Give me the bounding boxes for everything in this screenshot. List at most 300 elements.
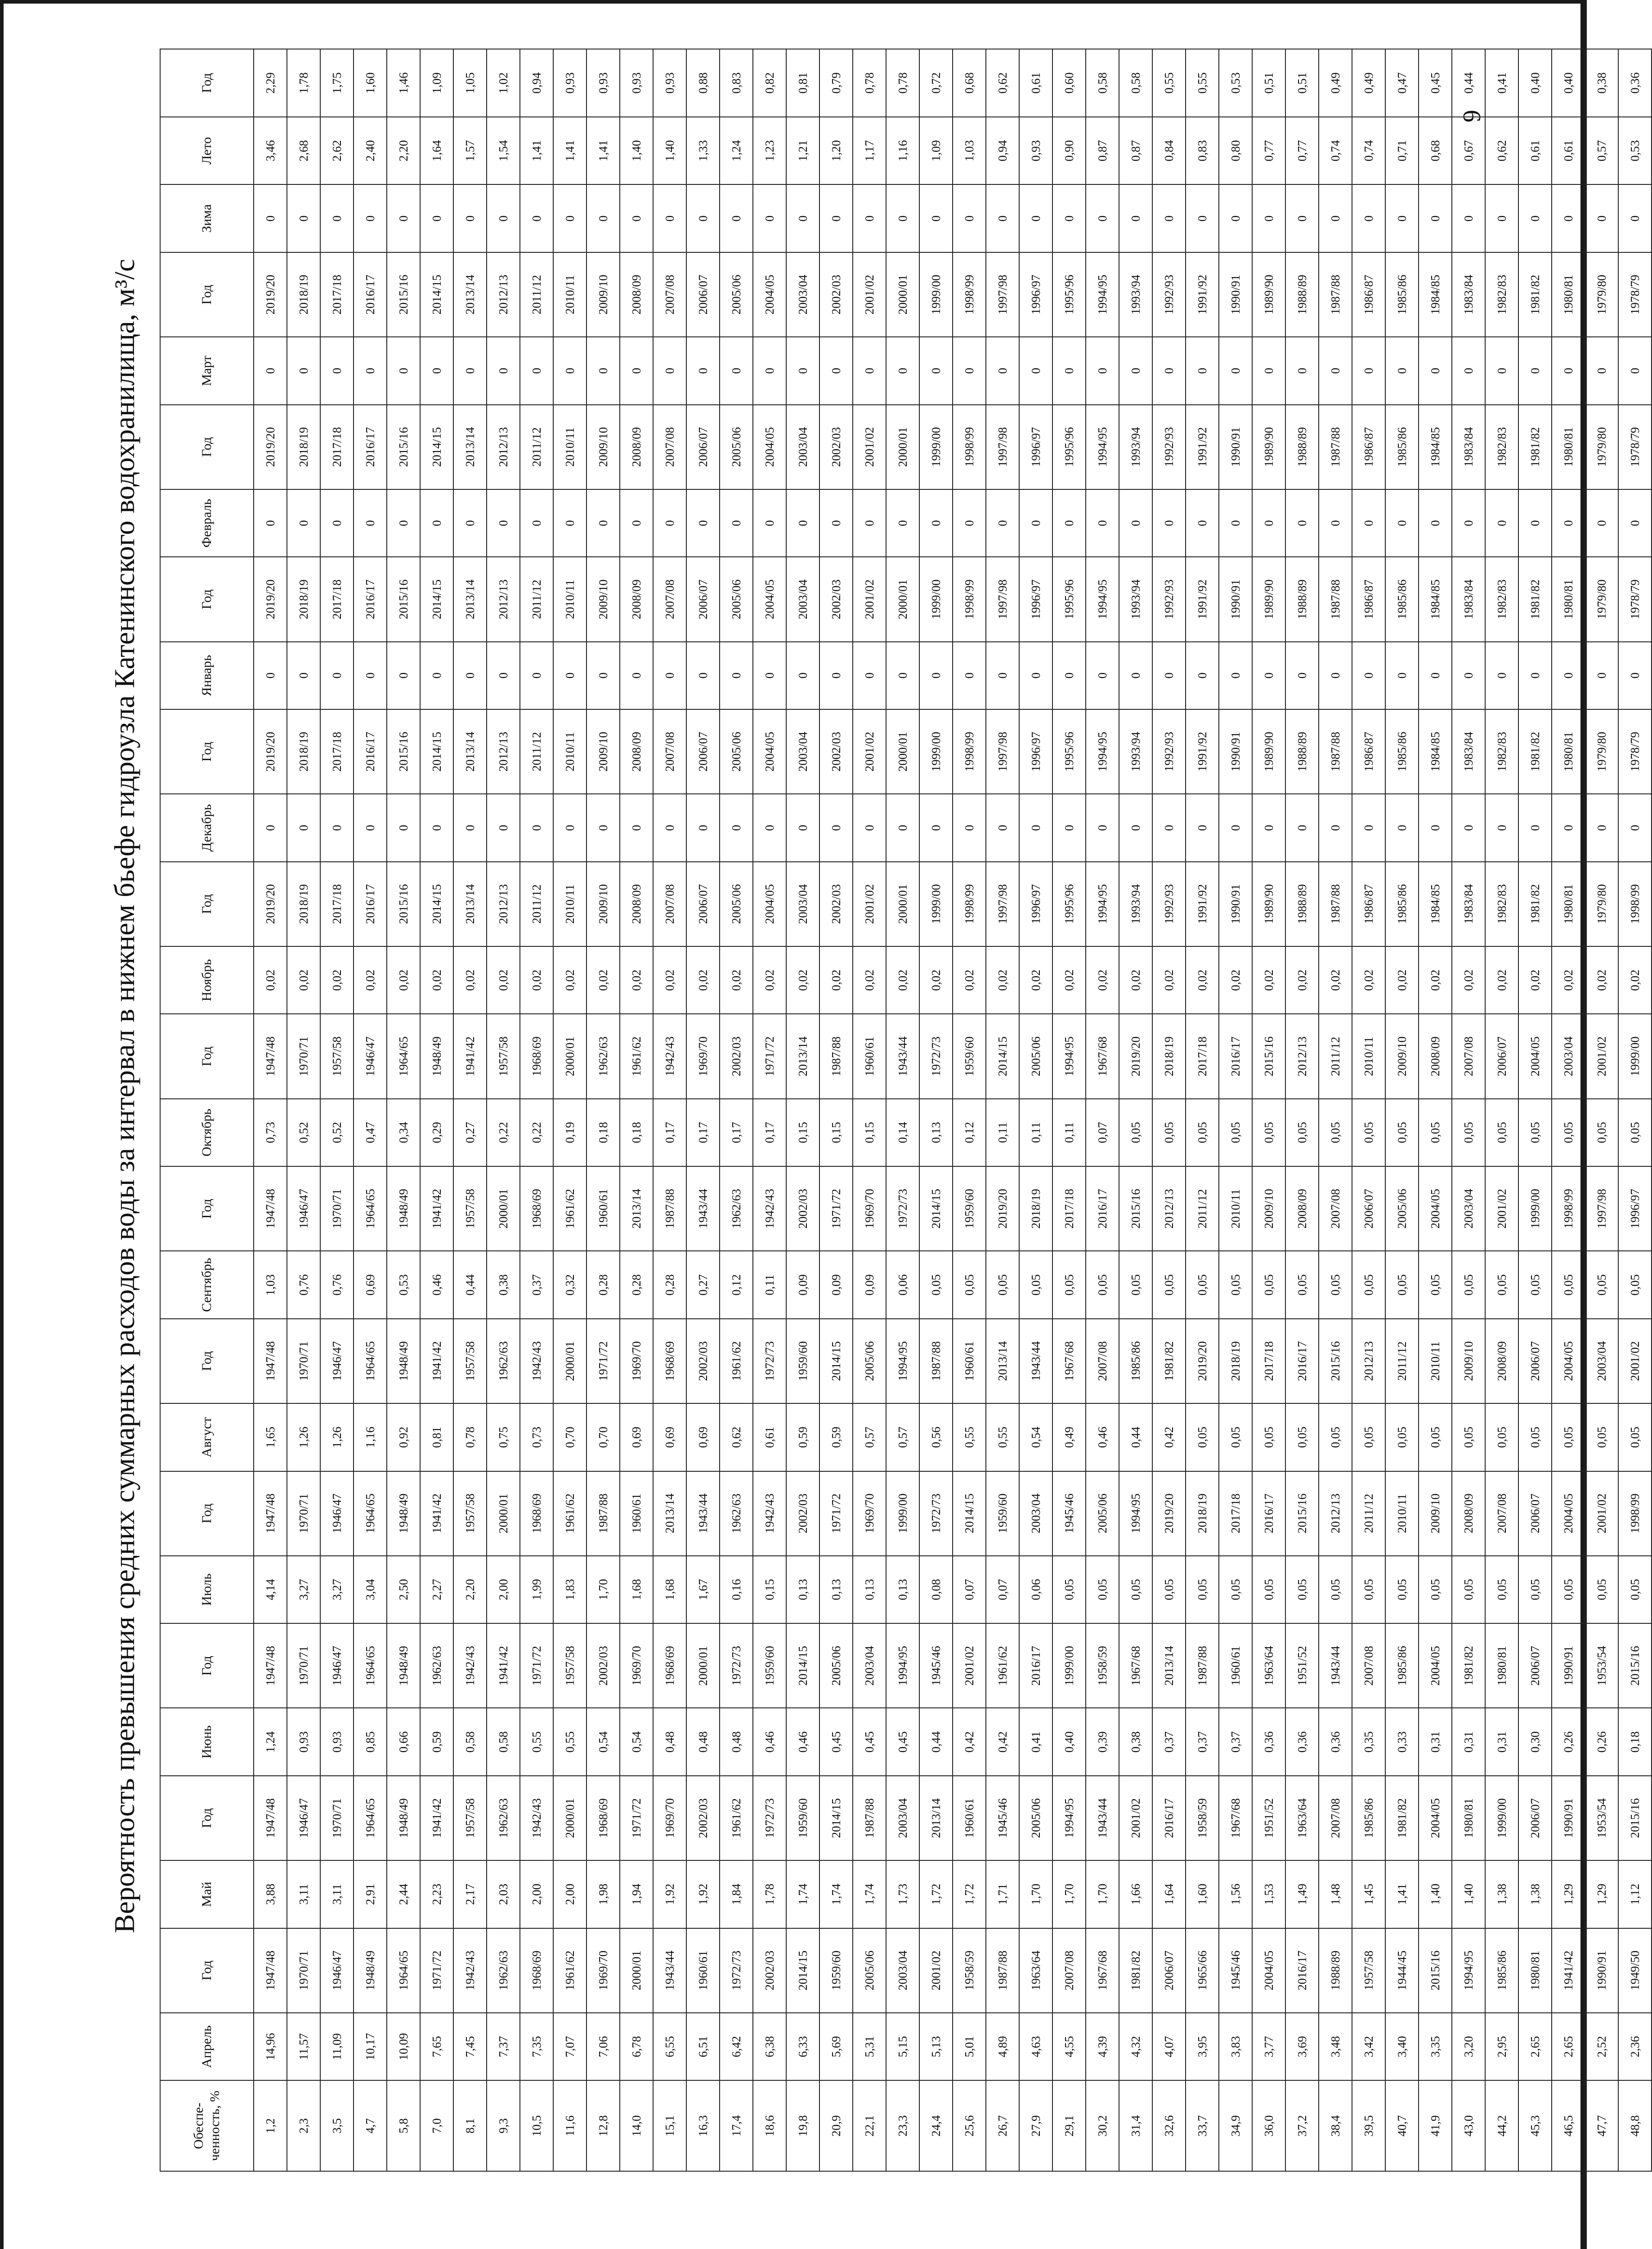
table-cell: 3,95 — [1186, 2013, 1219, 2081]
table-cell: 0 — [320, 184, 354, 252]
table-cell: 2,91 — [354, 1860, 387, 1928]
table-cell: 1970/71 — [287, 1319, 320, 1403]
table-cell: 3,27 — [320, 1556, 354, 1624]
table-cell: 1999/00 — [919, 709, 953, 794]
table-cell: 1,75 — [320, 49, 354, 117]
table-cell: 0,05 — [1152, 1099, 1186, 1167]
table-cell: 2009/10 — [1252, 1166, 1285, 1251]
table-title — [108, 259, 141, 1933]
table-cell: 0,05 — [1485, 1403, 1518, 1471]
table-cell: 0 — [686, 642, 720, 710]
table-cell: 0,46 — [420, 1251, 453, 1319]
table-cell: 0,29 — [420, 1099, 453, 1167]
table-cell: 2000/01 — [487, 1166, 520, 1251]
table-cell: 2003/04 — [786, 557, 819, 641]
table-cell: 0 — [1618, 794, 1652, 862]
table-cell: 1990/91 — [1219, 709, 1252, 794]
probability-cell: 15,1 — [653, 2080, 686, 2171]
table-cell: 0 — [953, 794, 986, 862]
table-cell: 1960/61 — [620, 1471, 653, 1556]
table-cell: 2005/06 — [819, 1623, 853, 1708]
table-cell: 0,11 — [1019, 1099, 1052, 1167]
table-cell: 1,49 — [1285, 1860, 1319, 1928]
table-cell: 2007/08 — [653, 557, 686, 641]
table-cell: 2012/13 — [487, 557, 520, 641]
table-cell: 1,53 — [1252, 1860, 1285, 1928]
table-cell: 1961/62 — [720, 1319, 753, 1403]
table-cell: 0,15 — [786, 1099, 819, 1167]
table-cell: 0 — [953, 642, 986, 710]
table-cell: 2004/05 — [753, 709, 786, 794]
table-cell: 2005/06 — [720, 405, 753, 489]
table-cell: 1999/00 — [919, 405, 953, 489]
table-cell: 2016/17 — [1019, 1623, 1052, 1708]
table-cell: 1957/58 — [453, 1166, 487, 1251]
table-cell: 0 — [1152, 489, 1186, 557]
table-cell: 0 — [553, 794, 586, 862]
table-cell: 2019/20 — [254, 557, 287, 641]
table-cell: 1980/81 — [1552, 252, 1585, 337]
table-cell: 0,26 — [1585, 1708, 1618, 1776]
table-cell: 0 — [1452, 337, 1485, 405]
table-cell: 0 — [753, 337, 786, 405]
table-cell: 3,42 — [1352, 2013, 1385, 2081]
table-cell: 0 — [720, 184, 753, 252]
column-header: Год — [160, 1623, 254, 1708]
table-cell: 0,59 — [819, 1403, 853, 1471]
table-cell: 0 — [1219, 642, 1252, 710]
table-cell: 1981/82 — [1518, 709, 1552, 794]
table-cell: 2006/07 — [1518, 1776, 1552, 1860]
table-cell: 1969/70 — [853, 1471, 886, 1556]
table-cell: 0,28 — [653, 1251, 686, 1319]
table-cell: 1991/92 — [1186, 709, 1219, 794]
table-cell: 1981/82 — [1119, 1928, 1152, 2013]
table-cell: 0,05 — [1618, 1099, 1652, 1167]
table-cell: 0,69 — [354, 1251, 387, 1319]
table-cell: 0,05 — [1585, 1099, 1618, 1167]
table-cell: 2015/16 — [1419, 1928, 1452, 2013]
table-cell: 0,27 — [686, 1251, 720, 1319]
table-cell: 2019/20 — [254, 405, 287, 489]
table-cell: 0,05 — [1552, 1556, 1585, 1624]
table-cell: 1962/63 — [720, 1166, 753, 1251]
table-cell: 1983/84 — [1452, 252, 1485, 337]
table-cell: 2000/01 — [620, 1928, 653, 2013]
table-cell: 0 — [1419, 184, 1452, 252]
table-cell: 1998/99 — [1552, 1166, 1585, 1251]
table-cell: 0,33 — [1385, 1708, 1419, 1776]
table-row — [1518, 49, 1552, 2171]
table-cell: 0 — [1252, 184, 1285, 252]
table-cell: 1967/68 — [1119, 1623, 1152, 1708]
table-cell: 2018/19 — [287, 252, 320, 337]
table-cell: 0 — [1585, 794, 1618, 862]
table-cell: 2003/04 — [886, 1776, 919, 1860]
table-cell: 0 — [487, 794, 520, 862]
table-cell: 0,42 — [986, 1708, 1019, 1776]
table-cell: 0,81 — [786, 49, 819, 117]
table-cell: 0 — [1152, 337, 1186, 405]
table-row — [354, 49, 387, 2171]
table-cell: 0,05 — [986, 1251, 1019, 1319]
table-cell: 1961/62 — [553, 1928, 586, 2013]
table-cell: 0,55 — [986, 1403, 1019, 1471]
table-cell: 1,29 — [1552, 1860, 1585, 1928]
table-cell: 0,32 — [553, 1251, 586, 1319]
table-cell: 1,70 — [1086, 1860, 1119, 1928]
table-cell: 1,40 — [620, 117, 653, 185]
table-cell: 0,57 — [1585, 117, 1618, 185]
table-cell: 2012/13 — [487, 405, 520, 489]
table-cell: 2006/07 — [686, 405, 720, 489]
table-cell: 2005/06 — [1385, 1166, 1419, 1251]
table-cell: 0,02 — [287, 946, 320, 1014]
table-cell: 0 — [1152, 184, 1186, 252]
table-row — [986, 49, 1019, 2171]
table-cell: 7,65 — [420, 2013, 453, 2081]
table-cell: 1941/42 — [420, 1166, 453, 1251]
table-cell: 0 — [1419, 489, 1452, 557]
table-cell: 1999/00 — [1618, 1014, 1652, 1098]
table-cell: 0,36 — [1319, 1708, 1352, 1776]
table-cell: 0,68 — [953, 49, 986, 117]
table-cell: 0,52 — [320, 1099, 354, 1167]
table-cell: 0 — [1052, 184, 1086, 252]
column-header: Год — [160, 862, 254, 946]
table-cell: 0,02 — [1186, 946, 1219, 1014]
table-cell: 2015/16 — [1252, 1014, 1285, 1098]
table-cell: 2,00 — [520, 1860, 553, 1928]
table-cell: 2011/12 — [520, 252, 553, 337]
table-cell: 1993/94 — [1119, 557, 1152, 641]
table-cell: 0,05 — [1219, 1251, 1252, 1319]
table-cell: 0,02 — [254, 946, 287, 1014]
table-cell: 1981/82 — [1518, 405, 1552, 489]
table-cell: 2011/12 — [520, 709, 553, 794]
table-cell: 1946/47 — [287, 1776, 320, 1860]
table-cell: 0 — [1385, 489, 1419, 557]
table-cell: 1,84 — [720, 1860, 753, 1928]
table-cell: 1,38 — [1518, 1860, 1552, 1928]
table-cell: 0 — [487, 642, 520, 710]
table-cell: 1,83 — [553, 1556, 586, 1624]
table-cell: 1945/46 — [986, 1776, 1019, 1860]
table-cell: 2006/07 — [686, 862, 720, 946]
table-cell: 0,05 — [1352, 1556, 1385, 1624]
table-cell: 1962/63 — [586, 1014, 620, 1098]
table-cell: 2004/05 — [753, 862, 786, 946]
table-cell: 1953/54 — [1585, 1776, 1618, 1860]
table-cell: 0 — [953, 337, 986, 405]
table-cell: 0,51 — [1285, 49, 1319, 117]
table-cell: 0,19 — [553, 1099, 586, 1167]
table-cell: 0,31 — [1485, 1708, 1518, 1776]
table-cell: 0,93 — [287, 1708, 320, 1776]
table-row — [1052, 49, 1086, 2171]
table-cell: 2016/17 — [1152, 1776, 1186, 1860]
table-cell: 1989/90 — [1252, 709, 1285, 794]
table-cell: 2,36 — [1618, 2013, 1652, 2081]
table-cell: 2007/08 — [1052, 1928, 1086, 2013]
table-cell: 2003/04 — [786, 252, 819, 337]
table-cell: 1992/93 — [1152, 862, 1186, 946]
table-cell: 1,09 — [420, 49, 453, 117]
table-cell: 2008/09 — [1485, 1319, 1518, 1403]
table-cell: 0,42 — [953, 1708, 986, 1776]
table-cell: 0,05 — [1385, 1099, 1419, 1167]
table-cell: 1959/60 — [986, 1471, 1019, 1556]
table-cell: 1980/81 — [1552, 557, 1585, 641]
table-cell: 0,05 — [1618, 1251, 1652, 1319]
table-cell: 2004/05 — [753, 405, 786, 489]
table-cell: 1945/46 — [1219, 1928, 1252, 2013]
table-cell: 1943/44 — [1019, 1319, 1052, 1403]
table-cell: 1944/45 — [1385, 1928, 1419, 2013]
table-cell: 0 — [453, 489, 487, 557]
table-cell: 2019/20 — [1186, 1319, 1219, 1403]
table-cell: 1987/88 — [653, 1166, 686, 1251]
table-cell: 1947/48 — [254, 1471, 287, 1556]
table-cell: 0,18 — [586, 1099, 620, 1167]
table-cell: 0 — [1186, 794, 1219, 862]
table-cell: 0,45 — [1419, 49, 1452, 117]
table-cell: 0,05 — [1252, 1556, 1285, 1624]
table-cell: 0 — [354, 794, 387, 862]
table-cell: 2004/05 — [1518, 1014, 1552, 1098]
table-cell: 11,57 — [287, 2013, 320, 2081]
table-cell: 1947/48 — [254, 1166, 287, 1251]
probability-cell: 10,5 — [520, 2080, 553, 2171]
table-cell: 0,05 — [1052, 1556, 1086, 1624]
table-cell: 2010/11 — [1385, 1471, 1419, 1556]
table-cell: 1941/42 — [420, 1319, 453, 1403]
table-cell: 0 — [453, 642, 487, 710]
table-row — [1186, 49, 1219, 2171]
table-cell: 1960/61 — [953, 1776, 986, 1860]
table-cell: 1968/69 — [520, 1166, 553, 1251]
table-cell: 1962/63 — [720, 1471, 753, 1556]
table-cell: 0,05 — [1252, 1403, 1285, 1471]
table-cell: 2007/08 — [1319, 1166, 1352, 1251]
probability-cell: 16,3 — [686, 2080, 720, 2171]
table-cell: 0,05 — [1352, 1099, 1385, 1167]
table-cell: 0,05 — [1119, 1099, 1152, 1167]
table-cell: 0,02 — [1285, 946, 1319, 1014]
table-cell: 1,16 — [354, 1403, 387, 1471]
table-cell: 0,06 — [886, 1251, 919, 1319]
table-cell: 1995/96 — [1052, 252, 1086, 337]
table-cell: 0,16 — [720, 1556, 753, 1624]
table-cell: 1997/98 — [1585, 1166, 1618, 1251]
table-cell: 2016/17 — [354, 862, 387, 946]
table-cell: 1999/00 — [1485, 1776, 1518, 1860]
table-row — [420, 49, 453, 2171]
table-cell: 6,55 — [653, 2013, 686, 2081]
table-cell: 0 — [1119, 794, 1152, 862]
table-row — [720, 49, 753, 2171]
table-cell: 0,85 — [354, 1708, 387, 1776]
table-cell: 1992/93 — [1152, 557, 1186, 641]
table-cell: 0 — [1552, 642, 1585, 710]
table-cell: 0 — [254, 794, 287, 862]
table-cell: 0,02 — [653, 946, 686, 1014]
table-cell: 0,49 — [1352, 49, 1385, 117]
probability-cell: 11,6 — [553, 2080, 586, 2171]
table-cell: 0,56 — [919, 1403, 953, 1471]
table-cell: 2015/16 — [1319, 1319, 1352, 1403]
table-cell: 0 — [1585, 489, 1618, 557]
table-cell: 0,93 — [320, 1708, 354, 1776]
table-cell: 2010/11 — [1352, 1014, 1385, 1098]
table-row — [919, 49, 953, 2171]
table-cell: 2000/01 — [553, 1776, 586, 1860]
table-cell: 2001/02 — [1618, 1319, 1652, 1403]
table-cell: 1959/60 — [953, 1014, 986, 1098]
column-header: Июль — [160, 1556, 254, 1624]
table-cell: 1996/97 — [1019, 862, 1052, 946]
table-cell: 0 — [886, 642, 919, 710]
table-cell: 2014/15 — [819, 1776, 853, 1860]
table-cell: 2006/07 — [686, 252, 720, 337]
table-cell: 6,51 — [686, 2013, 720, 2081]
column-header: Май — [160, 1860, 254, 1928]
table-cell: 0,40 — [1552, 49, 1585, 117]
table-cell: 2003/04 — [1019, 1471, 1052, 1556]
table-cell: 0 — [819, 489, 853, 557]
table-cell: 0,02 — [1385, 946, 1419, 1014]
column-header: Год — [160, 557, 254, 641]
table-cell: 1948/49 — [387, 1776, 420, 1860]
table-cell: 1980/81 — [1552, 405, 1585, 489]
column-header: Лето — [160, 117, 254, 185]
table-cell: 1967/68 — [1052, 1319, 1086, 1403]
table-cell: 0,52 — [287, 1099, 320, 1167]
table-cell: 1972/73 — [720, 1623, 753, 1708]
table-cell: 0,02 — [586, 946, 620, 1014]
table-cell: 2009/10 — [586, 252, 620, 337]
table-cell: 1957/58 — [453, 1319, 487, 1403]
table-cell: 0,55 — [1152, 49, 1186, 117]
table-cell: 1988/89 — [1285, 862, 1319, 946]
table-cell: 0,05 — [1419, 1403, 1452, 1471]
table-cell: 3,35 — [1419, 2013, 1452, 2081]
table-cell: 2002/03 — [819, 405, 853, 489]
table-cell: 2014/15 — [786, 1928, 819, 2013]
table-cell: 0 — [287, 642, 320, 710]
table-cell: 0,41 — [1485, 49, 1518, 117]
table-cell: 1990/91 — [1219, 557, 1252, 641]
table-cell: 2015/16 — [387, 862, 420, 946]
table-cell: 0 — [1452, 642, 1485, 710]
table-cell: 0,17 — [686, 1099, 720, 1167]
table-row — [586, 49, 620, 2171]
table-cell: 0,78 — [853, 49, 886, 117]
table-cell: 0,05 — [1419, 1099, 1452, 1167]
table-cell: 1943/44 — [653, 1928, 686, 2013]
table-cell: 1982/83 — [1485, 252, 1518, 337]
table-cell: 0 — [1452, 794, 1485, 862]
table-cell: 1982/83 — [1485, 405, 1518, 489]
table-cell: 1984/85 — [1419, 557, 1452, 641]
table-cell: 1995/96 — [1052, 405, 1086, 489]
table-cell: 0,05 — [1352, 1403, 1385, 1471]
table-row — [1485, 49, 1518, 2171]
table-cell: 1979/80 — [1585, 405, 1618, 489]
table-cell: 2000/01 — [553, 1014, 586, 1098]
table-cell: 0,59 — [420, 1708, 453, 1776]
table-cell: 2018/19 — [1152, 1014, 1186, 1098]
table-cell: 1964/65 — [387, 1014, 420, 1098]
table-cell: 1951/52 — [1252, 1776, 1285, 1860]
table-cell: 2016/17 — [1252, 1471, 1285, 1556]
table-cell: 0 — [1518, 489, 1552, 557]
table-cell: 0,28 — [586, 1251, 620, 1319]
table-cell: 1957/58 — [487, 1014, 520, 1098]
column-header: Год — [160, 405, 254, 489]
table-cell: 0,13 — [786, 1556, 819, 1624]
table-cell: 0,02 — [1019, 946, 1052, 1014]
table-cell: 1998/99 — [1618, 1471, 1652, 1556]
table-cell: 0 — [720, 794, 753, 862]
table-cell: 0 — [1019, 184, 1052, 252]
column-header: Декабрь — [160, 794, 254, 862]
table-cell: 1,72 — [953, 1860, 986, 1928]
table-cell: 1999/00 — [919, 862, 953, 946]
table-cell: 0 — [387, 489, 420, 557]
table-cell: 2014/15 — [420, 405, 453, 489]
table-cell: 0,02 — [553, 946, 586, 1014]
table-cell: 0,93 — [1019, 117, 1052, 185]
table-cell: 0,17 — [753, 1099, 786, 1167]
table-cell: 0,05 — [1452, 1099, 1485, 1167]
table-cell: 0,12 — [953, 1099, 986, 1167]
table-cell: 1990/91 — [1585, 1928, 1618, 2013]
table-cell: 2012/13 — [1152, 1166, 1186, 1251]
table-cell: 1957/58 — [453, 1776, 487, 1860]
table-cell: 2,00 — [553, 1860, 586, 1928]
table-cell: 1961/62 — [553, 1166, 586, 1251]
table-cell: 1,24 — [720, 117, 753, 185]
table-cell: 2012/13 — [487, 709, 520, 794]
table-cell: 2009/10 — [586, 405, 620, 489]
table-cell: 0 — [720, 489, 753, 557]
table-cell: 0,45 — [886, 1708, 919, 1776]
table-cell: 0,38 — [487, 1251, 520, 1319]
table-cell: 1941/42 — [420, 1471, 453, 1556]
table-cell: 1990/91 — [1219, 252, 1252, 337]
probability-cell: 9,3 — [487, 2080, 520, 2171]
table-cell: 0,05 — [1518, 1403, 1552, 1471]
table-cell: 1,60 — [1186, 1860, 1219, 1928]
table-cell: 0,48 — [686, 1708, 720, 1776]
table-cell: 0,31 — [1452, 1708, 1485, 1776]
table-cell: 1958/59 — [1086, 1623, 1119, 1708]
table-cell: 0,84 — [1152, 117, 1186, 185]
table-cell: 1992/93 — [1152, 252, 1186, 337]
table-cell: 0,81 — [420, 1403, 453, 1471]
table-cell: 0,74 — [1319, 117, 1352, 185]
table-row — [786, 49, 819, 2171]
probability-cell: 23,3 — [886, 2080, 919, 2171]
table-cell: 0,54 — [620, 1708, 653, 1776]
table-cell: 1980/81 — [1485, 1623, 1518, 1708]
table-cell: 2,20 — [453, 1556, 487, 1624]
table-cell: 1982/83 — [1485, 557, 1518, 641]
table-cell: 1947/48 — [254, 1014, 287, 1098]
table-cell: 1998/99 — [953, 252, 986, 337]
table-cell: 2,95 — [1485, 2013, 1518, 2081]
